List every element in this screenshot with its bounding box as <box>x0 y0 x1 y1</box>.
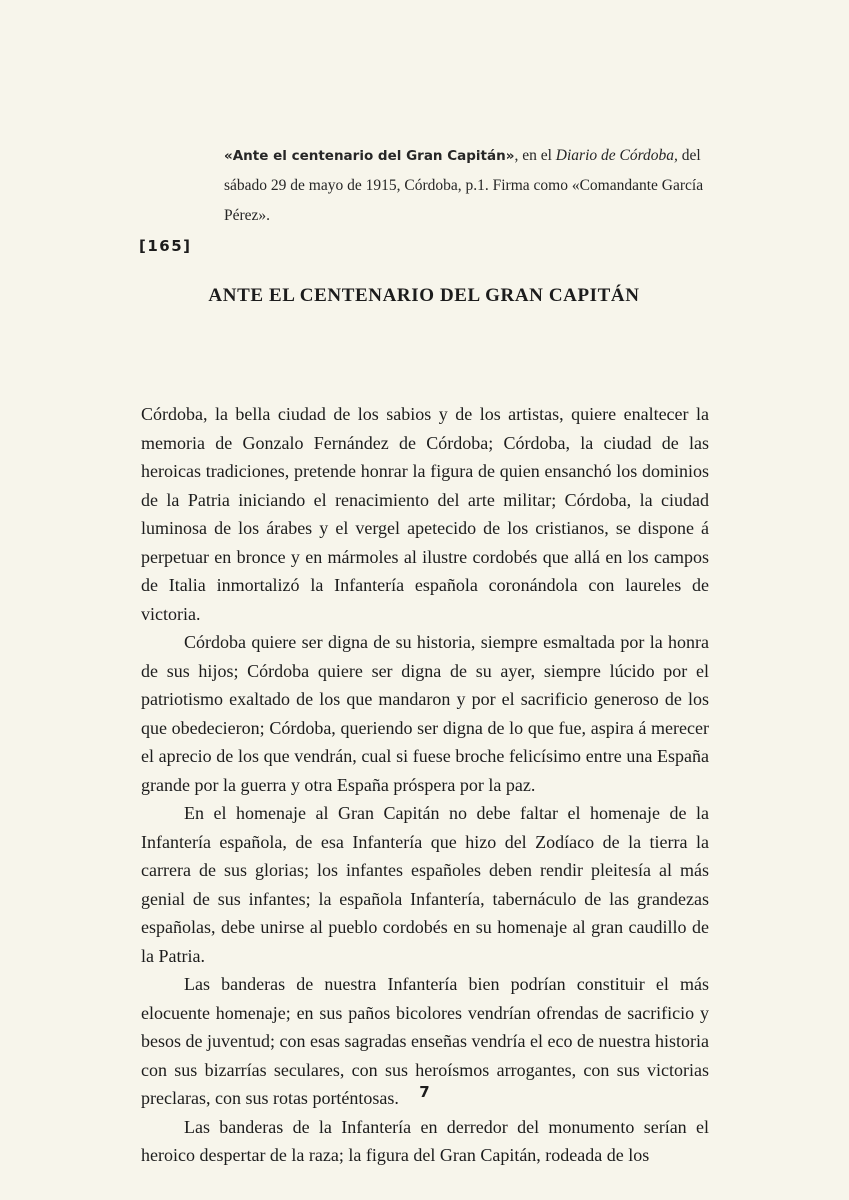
source-title: «Ante el centenario del Gran Capitán» <box>224 148 515 164</box>
page-number: 7 <box>419 1083 430 1101</box>
paragraph-5: Las banderas de la Infantería en derredor del monumento serían el heroico despertar de la raza; la figura del Gran Capitán, rodeada de los <box>141 1116 709 1165</box>
paragraph-3: En el homenaje al Gran Capitán no debe faltar el homenaje de la Infantería española, de esa Infantería que hizo del Zodíaco de la tierra la carrera de sus glorias; los infantes españoles deben rendir pleitesía al más genial de sus infantes; la española Infantería, tabernáculo de las grandezas españolas, debe unirse al pueblo cordobés en su homenaje al gran caudillo de la Patria. <box>141 803 709 966</box>
paragraph-1: Córdoba, la bella ciudad de los sabios y de los artistas, quiere enaltecer la memoria de Gonzalo Fernández de Córdoba; Córdoba, la ciudad de las heroicas tradiciones, pretende honrar la figura de quien ensanchó los dominios de la Patria iniciando el renacimiento del arte militar; Córdoba, la ciudad luminosa de los árabes y el vergel apetecido de los cristianos, se dispone á perpetuar en bronce y en mármoles al ilustre cordobés que allá en los campos de Italia inmortalizó la Infantería española coronándola con laureles de victoria. <box>141 404 709 624</box>
document-number: [165] <box>139 237 192 255</box>
source-note <box>224 141 724 231</box>
source-text-1: , en el <box>514 147 556 164</box>
paragraph-4: Las banderas de nuestra Infantería bien podrían constituir el más elocuente homenaje; en sus paños bicolores vendrían ofrendas de sacrificio y besos de juventud; con esas sagradas enseñas vendría el eco de nuestra historia con sus bizarrías seculares, con sus heroísmos arrogantes, con sus victorias preclaras, con sus rotas porténtosas. <box>141 974 709 1108</box>
body-text <box>141 400 709 1170</box>
source-text-2: del sábado 29 de mayo de 1915, Córdoba, p.1. Firma como «Comandante García Pérez». <box>224 147 704 224</box>
paragraph-2: Córdoba quiere ser digna de su historia, siempre esmaltada por la honra de sus hijos; Córdoba quiere ser digna de su ayer, siempre lúcido por el patriotismo exaltado de los que mandaron y por el sacrificio generoso de los que obedecieron; Córdoba, queriendo ser digna de lo que fue, aspira á merecer el aprecio de los que vendrán, cual si fuese broche felicísimo entre una España grande por la guerra y otra España próspera por la paz. <box>141 632 709 795</box>
newspaper-name: Diario de Córdoba, <box>555 147 678 164</box>
document-title: ANTE EL CENTENARIO DEL GRAN CAPITÁN <box>208 285 640 306</box>
